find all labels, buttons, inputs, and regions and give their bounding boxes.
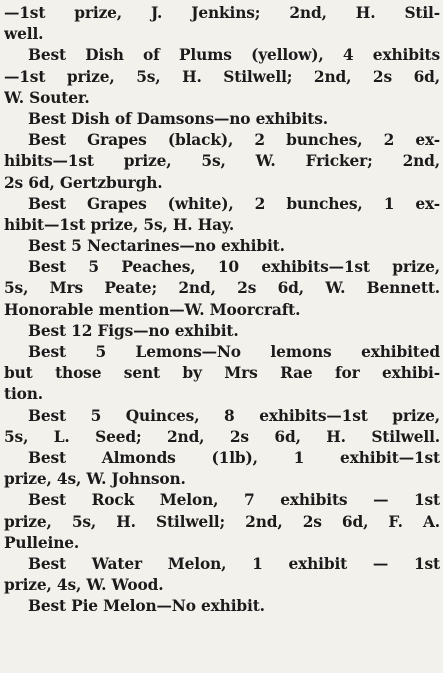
text-line: Best Pie Melon—No exhibit. — [28, 597, 265, 616]
text-line: well. — [4, 25, 44, 44]
text-line: hibit—1st prize, 5s, H. Hay. — [4, 215, 235, 234]
text-line: Best 5 Peaches, 10 exhibits—1st prize, — [28, 258, 440, 277]
text-line: Best Water Melon, 1 exhibit — 1st — [28, 554, 440, 573]
text-line: Best Almonds (1lb), 1 exhibit—1st — [28, 448, 440, 467]
text-line: Best 5 Lemons—No lemons exhibited — [28, 343, 440, 361]
text-line: Best Grapes (white), 2 bunches, 1 ex- — [28, 194, 440, 213]
text-line: prize, 4s, W. Johnson. — [4, 470, 186, 489]
text-line: —1st prize, 5s, H. Stilwell; 2nd, 2s 6d, — [4, 67, 440, 86]
text-line: 5s, Mrs Peate; 2nd, 2s 6d, W. Bennett. — [4, 279, 440, 298]
text-line: tion. — [4, 385, 44, 404]
article-column — [4, 3, 440, 617]
text-line: 5s, L. Seed; 2nd, 2s 6d, H. Stilwell. — [4, 427, 440, 446]
text-line: Best Grapes (black), 2 bunches, 2 ex- — [28, 131, 440, 150]
text-line: Pulleine. — [4, 533, 80, 552]
text-line: Honorable mention—W. Moorcraft. — [4, 300, 301, 319]
text-line: 2s 6d, Gertzburgh. — [4, 173, 163, 192]
text-line: Best 12 Figs—no exhibit. — [28, 321, 239, 340]
text-line: prize, 5s, H. Stilwell; 2nd, 2s 6d, F. A. — [4, 512, 440, 531]
text-line: Best Rock Melon, 7 exhibits — 1st — [28, 491, 440, 510]
text-line: Best Dish of Plums (yellow), 4 exhibits — [28, 46, 440, 65]
text-line: Best 5 Quinces, 8 exhibits—1st prize, — [28, 406, 440, 425]
text-line: prize, 4s, W. Wood. — [4, 576, 164, 595]
text-line: hibits—1st prize, 5s, W. Fricker; 2nd, — [4, 152, 440, 171]
text-line: but those sent by Mrs Rae for exhibi- — [4, 364, 440, 383]
text-line: Best Dish of Damsons—no exhibits. — [28, 109, 328, 128]
text-line: —1st prize, J. Jenkins; 2nd, H. Stil- — [4, 4, 440, 22]
text-line: W. Souter. — [4, 88, 90, 107]
text-line: Best 5 Nectarines—no exhibit. — [28, 237, 285, 256]
